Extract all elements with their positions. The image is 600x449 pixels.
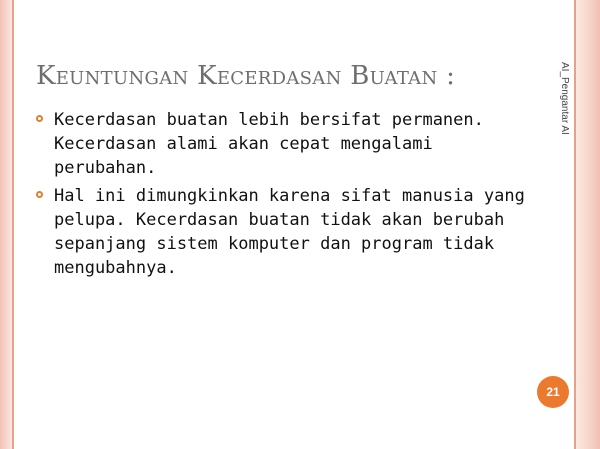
bullet-text: Kecerdasan buatan lebih bersifat permanen. Kecerdasan alami akan cepat mengalami perubahan.: [54, 110, 484, 178]
side-label: AI_Pengantar AI: [559, 62, 570, 135]
left-border-decoration: [0, 0, 12, 449]
slide-title: Keuntungan Kecerdasan Buatan :: [36, 61, 456, 91]
right-border-decoration: [576, 0, 600, 449]
bullet-circle-icon: [36, 191, 43, 198]
bullet-item: [36, 108, 536, 180]
bullet-item: [36, 184, 536, 280]
bullet-text: Hal ini dimungkinkan karena sifat manusia yang pelupa. Kecerdasan buatan tidak akan berubah sepanjang sistem komputer dan program tidak mengubahnya.: [54, 186, 525, 278]
right-border-line: [574, 0, 576, 449]
bullet-list: [36, 108, 536, 284]
left-border-line: [12, 0, 14, 449]
page-number-badge: 21: [537, 376, 569, 408]
bullet-circle-icon: [36, 115, 43, 122]
